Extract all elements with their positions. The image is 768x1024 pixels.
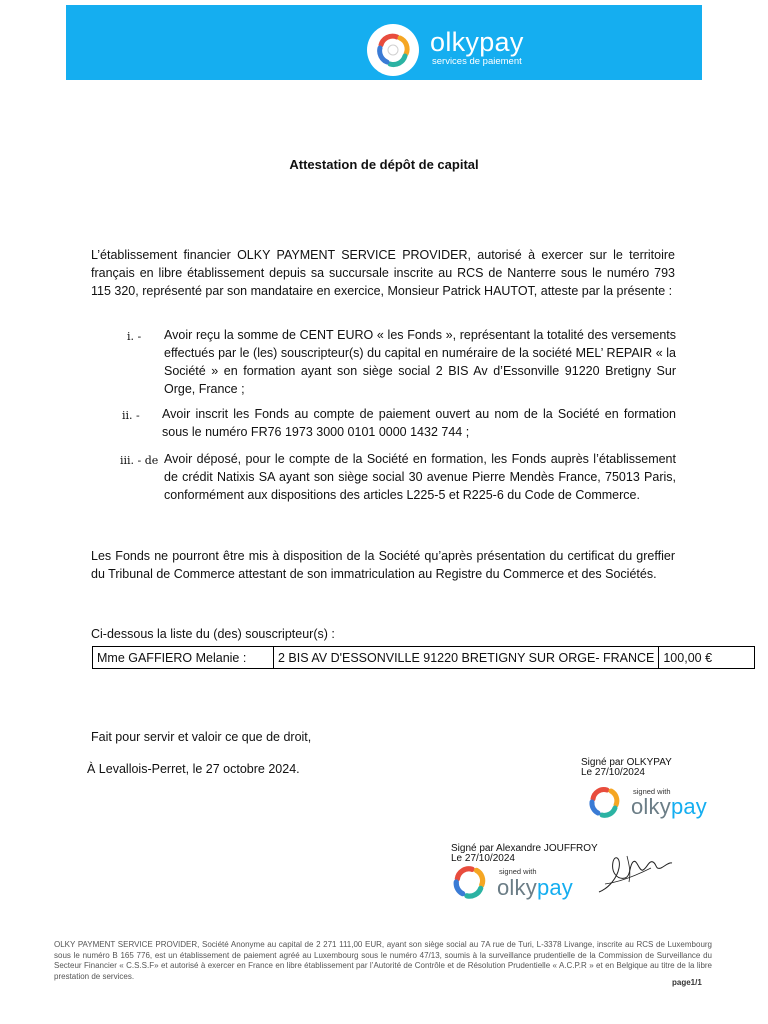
signed-with-badge: [587, 785, 717, 821]
place-date: À Levallois-Perret, le 27 octobre 2024.: [87, 762, 300, 776]
availability-paragraph: Les Fonds ne pourront être mis à disposition de la Société qu’après présentation du certificat du greffier du Tribunal de Commerce attestant de son immatriculation au Registre du Commerce et des Sociétés.: [91, 549, 675, 581]
list-item: Avoir reçu la somme de CENT EURO « les Fonds », représentant la totalité des versements effectués par le (les) souscripteur(s) du capital en numéraire de la société MEL’ REPAIR « la Société » en formation ayant son siège social 2 BIS Av d’Essonville 91220 Bretigny Sur Orge, France ;: [164, 328, 676, 396]
signed-with-label: signed with: [499, 867, 537, 876]
signed-with-badge: [451, 864, 585, 902]
olkypay-logo-icon: [451, 864, 487, 900]
closing-text: Fait pour servir et valoir ce que de droit,: [91, 730, 312, 744]
subscriber-address: 2 BIS AV D'ESSONVILLE 91220 BRETIGNY SUR ORGE- FRANCE: [274, 647, 659, 669]
subscriber-name: Mme GAFFIERO Melanie :: [93, 647, 274, 669]
company-signed-by: Signé par OLKYPAY: [581, 757, 672, 768]
item-number: i. -: [127, 330, 142, 343]
subscribers-label: Ci-dessous la liste du (des) souscripteur(s) :: [91, 627, 335, 641]
subscribers-table: [92, 646, 755, 669]
badge-wordmark: olkypay: [497, 875, 574, 900]
olkypay-logo-icon: [587, 785, 621, 819]
company-sign-date: Le 27/10/2024: [581, 767, 645, 778]
brand-tagline: services de paiement: [432, 56, 522, 67]
item-number: iii. - de: [120, 454, 159, 467]
olkypay-logo-icon: [366, 23, 420, 77]
list-item: Avoir déposé, pour le compte de la Société en formation, les Fonds auprès l’établissement de crédit Natixis SA ayant son siège social 30 avenue Pierre Mendès France, 75013 Paris, conformément aux dispositions des articles L225-5 et R225-6 du Code de Commerce.: [164, 452, 676, 502]
signed-with-label: signed with: [633, 787, 671, 796]
page-number: page1/1: [672, 978, 702, 987]
header-banner: [66, 5, 702, 80]
table-row: [93, 647, 755, 669]
handwritten-signature: [595, 848, 675, 896]
badge-wordmark: olkypay: [631, 794, 708, 819]
item-number: ii. -: [122, 409, 140, 422]
person-sign-date: Le 27/10/2024: [451, 853, 515, 864]
document-title: Attestation de dépôt de capital: [289, 157, 479, 172]
person-signed-by: Signé par Alexandre JOUFFROY: [451, 843, 598, 854]
legal-footer: OLKY PAYMENT SERVICE PROVIDER, Société Anonyme au capital de 2 271 111,00 EUR, ayant son siège social au 7A rue de Turi, L-3378 Livange, inscrite au RCS de Luxembourg sous le numéro B 165 776, est un établissement de paiement agréé au Luxembourg sous le numéro 47/13, soumis à la surveillance prudentielle de la Commission de Surveillance du Secteur Financier « C.S.S.F» et autorisé à exercer en France en libre établissement par l’Autorité de Contrôle et de Résolution Prudentielle « A.C.P.R » et en Belgique au titre de la libre prestation de services.: [54, 940, 712, 981]
list-item: Avoir inscrit les Fonds au compte de paiement ouvert au nom de la Société en formation sous le numéro FR76 1973 3000 0101 0000 1432 744 ;: [162, 407, 676, 439]
brand-name: olkypay: [430, 27, 524, 57]
subscriber-amount: 100,00 €: [659, 647, 755, 669]
intro-paragraph: L’établissement financier OLKY PAYMENT SERVICE PROVIDER, autorisé à exercer sur le territoire français en libre établissement depuis sa succursale inscrite au RCS de Nanterre sous le numéro 793 115 320, représenté par son mandataire en exercice, Monsieur Patrick HAUTOT, atteste par la présente :: [91, 248, 675, 298]
